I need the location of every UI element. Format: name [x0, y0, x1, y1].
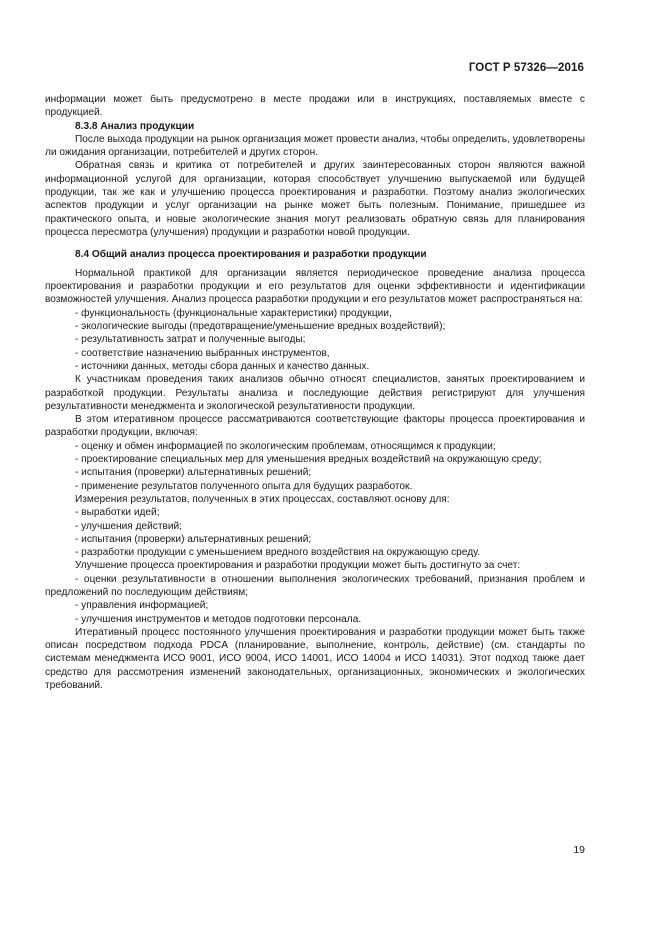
list-item: - выработки идей; [75, 507, 160, 519]
section-heading-8-3-8: 8.3.8 Анализ продукции [75, 120, 195, 132]
list-item: - испытания (проверки) альтернативных решений; [75, 467, 312, 479]
paragraph: В этом итеративном процессе рассматриваются соответствующие факторы процесса проектирования и разработки продукции, включая: [45, 414, 585, 439]
list-item: - оценки результативности в отношении выполнения экологических требований, признания проблем и предложений по последующим действиям; [45, 573, 585, 598]
list-item: - применение результатов полученного опыта для будущих разработок. [75, 480, 413, 492]
section-heading-8-4: 8.4 Общий анализ процесса проектирования и разработки продукции [75, 248, 427, 260]
paragraph: Измерения результатов, полученных в этих процессах, составляют основу для: [75, 493, 450, 505]
list-item: - управления информацией; [75, 600, 209, 612]
list-item: - соответствие назначению выбранных инструментов, [75, 347, 330, 359]
list-item: - оценку и обмен информацией по экологическим проблемам, относящимся к продукции; [75, 440, 496, 452]
paragraph: После выхода продукции на рынок организация может провести анализ, чтобы определить, удовлетворены ли ожидания организации, потребителей и других сторон. [45, 133, 585, 159]
paragraph-continuation: информации может быть предусмотрено в месте продажи или в инструкциях, поставляемых вместе с продукцией. [45, 94, 585, 119]
paragraph: Нормальной практикой для организации является периодическое проведение анализа процесса проектирования и разработки продукции и его результатов для оценки эффективности и идентификации возможностей улучшения. Анализ процесса разработки продукции и его результатов может распространяться на: [45, 267, 585, 306]
paragraph: Обратная связь и критика от потребителей и других заинтересованных сторон являются важной информационной услугой для организации, которая способствует улучшению выпускаемой или будущей продукции, так же как и улучшению процесса проектирования и разработки. Поэтому анализ экологических аспектов продукции и услуг организации на рынке может быть полезным. Понимание, пришедшее из практического опыта, и новые экологические знания могут реализовать обратную связь для планирования процесса пересмотра (улучшения) продукции и разработки новой продукции. [45, 160, 585, 238]
list-item: - улучшения действий; [75, 520, 182, 532]
list-item: - экологические выгоды (предотвращение/уменьшение вредных воздействий); [75, 321, 446, 333]
paragraph: Улучшение процесса проектирования и разработки продукции может быть достигнуто за счет: [75, 560, 521, 572]
list-item: - функциональность (функциональные характеристики) продукции, [75, 307, 392, 319]
page-number: 19 [573, 844, 585, 856]
paragraph: Итеративный процесс постоянного улучшения проектирования и разработки продукции может быть также описан посредством подхода PDCA (планирование, выполнение, контроль, действие) (см. стандарты по системам менеджмента ИСО 9001, ИСО 9004, ИСО 14001, ИСО 14004 и ИСО 14031). Этот подход также дает средство для рассмотрения изменений законодательных, организационных, экономических и экологических требований. [45, 626, 585, 692]
list-item: - улучшения инструментов и методов подготовки персонала. [75, 613, 362, 625]
paragraph: К участникам проведения таких анализов обычно относят специалистов, занятых проектированием и разработкой продукции. Результаты анализа и последующие действия регистрируют для улучшения результативности менеджмента и экологической результативности продукции. [45, 374, 585, 412]
list-item: - источники данных, методы сбора данных и качество данных. [75, 360, 370, 372]
list-item: - испытания (проверки) альтернативных решений; [75, 533, 312, 545]
list-item: - проектирование специальных мер для уменьшения вредных воздействий на окружающую среду; [75, 454, 542, 466]
document-code: ГОСТ Р 57326—2016 [468, 62, 584, 74]
list-item: - разработки продукции с уменьшением вредного воздействия на окружающую среду. [75, 547, 480, 559]
document-body [45, 93, 585, 692]
list-item: - результативность затрат и полученные выгоды; [75, 334, 306, 346]
